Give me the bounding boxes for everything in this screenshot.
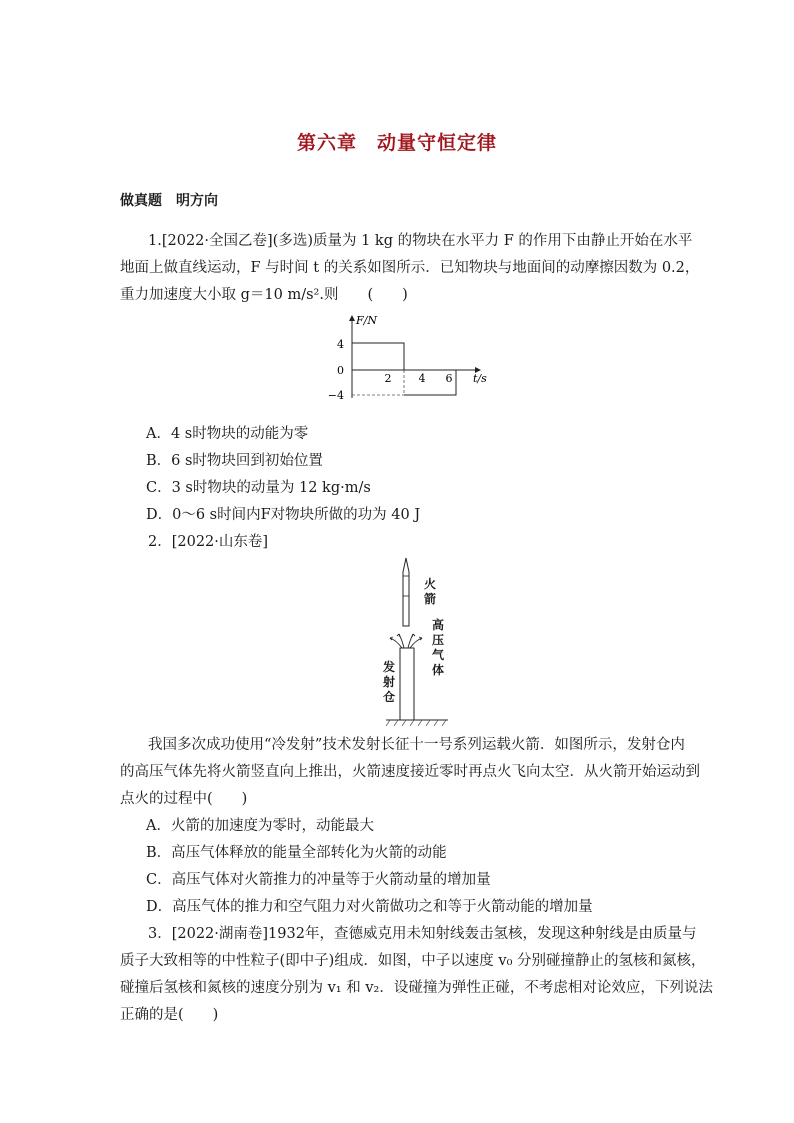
section-heading: 做真题 明方向	[120, 193, 218, 209]
q2-line-1: 我国多次成功使用“冷发射”技术发射长征十一号系列运载火箭．如图所示，发射仓内	[148, 737, 685, 753]
q1-option-d: D．0～6 s时间内F对物块所做的功为 40 J	[146, 507, 421, 523]
q3-line-3: 碰撞后氢核和氮核的速度分别为 v₁ 和 v₂．设碰撞为弹性正碰，不考虑相对论效应，下列说法	[120, 980, 713, 996]
q3-line-4: 正确的是( )	[120, 1007, 219, 1023]
q2-option-b: B．高压气体释放的能量全部转化为火箭的动能	[146, 845, 447, 861]
x-tick-2: 2	[384, 372, 392, 385]
chapter-title: 第六章 动量守恒定律	[296, 132, 497, 154]
q2-line-3: 点火的过程中( )	[120, 791, 248, 807]
rocket-icon	[403, 558, 409, 626]
q3-line-1: 3．[2022·湖南卷]1932年，查德威克用未知射线轰击氢核，发现这种射线是由质量与	[148, 926, 697, 942]
x-tick-6: 6	[445, 372, 453, 385]
label-silo: 发射仓	[383, 660, 396, 704]
q1-option-a: A．4 s时物块的动能为零	[146, 426, 309, 442]
x-axis-label: t/s	[473, 372, 487, 385]
q2-option-d: D．高压气体的推力和空气阻力对火箭做功之和等于火箭动能的增加量	[146, 899, 593, 915]
force-series-line	[352, 343, 404, 370]
q1-option-c: C．3 s时物块的动量为 12 kg·m/s	[146, 480, 371, 496]
q2-option-c: C．高压气体对火箭推力的冲量等于火箭动量的增加量	[146, 872, 491, 888]
q2-header: 2．[2022·山东卷]	[148, 534, 269, 550]
y-tick-4: 4	[337, 338, 344, 351]
q3-line-2: 质子大致相等的中性粒子(即中子)组成．如图，中子以速度 v₀ 分别碰撞静止的氢核和氮核，	[120, 953, 706, 969]
q2-option-a: A．火箭的加速度为零时，动能最大	[146, 818, 374, 834]
x-tick-4: 4	[418, 372, 426, 385]
q1-line-3: 重力加速度大小取 g＝10 m/s².则 ( )	[120, 287, 408, 303]
q1-line-2: 地面上做直线运动，F 与时间 t 的关系如图所示．已知物块与地面间的动摩擦因数为 0.2，	[120, 260, 700, 276]
launch-silo	[400, 648, 414, 720]
y-tick-neg4: −4	[327, 389, 344, 402]
q1-line-1: 1.[2022·全国乙卷](多选)质量为 1 kg 的物块在水平力 F 的作用下由静止开始在水平	[148, 233, 693, 249]
q1-option-b: B．6 s时物块回到初始位置	[146, 453, 323, 469]
y-tick-0: 0	[337, 364, 344, 377]
q2-line-2: 的高压气体先将火箭竖直向上推出，火箭速度接近零时再点火飞向太空．从火箭开始运动到	[120, 764, 700, 780]
force-time-chart	[327, 312, 490, 402]
y-axis-label: F/N	[356, 314, 377, 327]
label-rocket: 火箭	[424, 577, 437, 606]
gas-arrows-icon	[390, 634, 422, 648]
label-gas: 高压气体	[432, 618, 445, 677]
